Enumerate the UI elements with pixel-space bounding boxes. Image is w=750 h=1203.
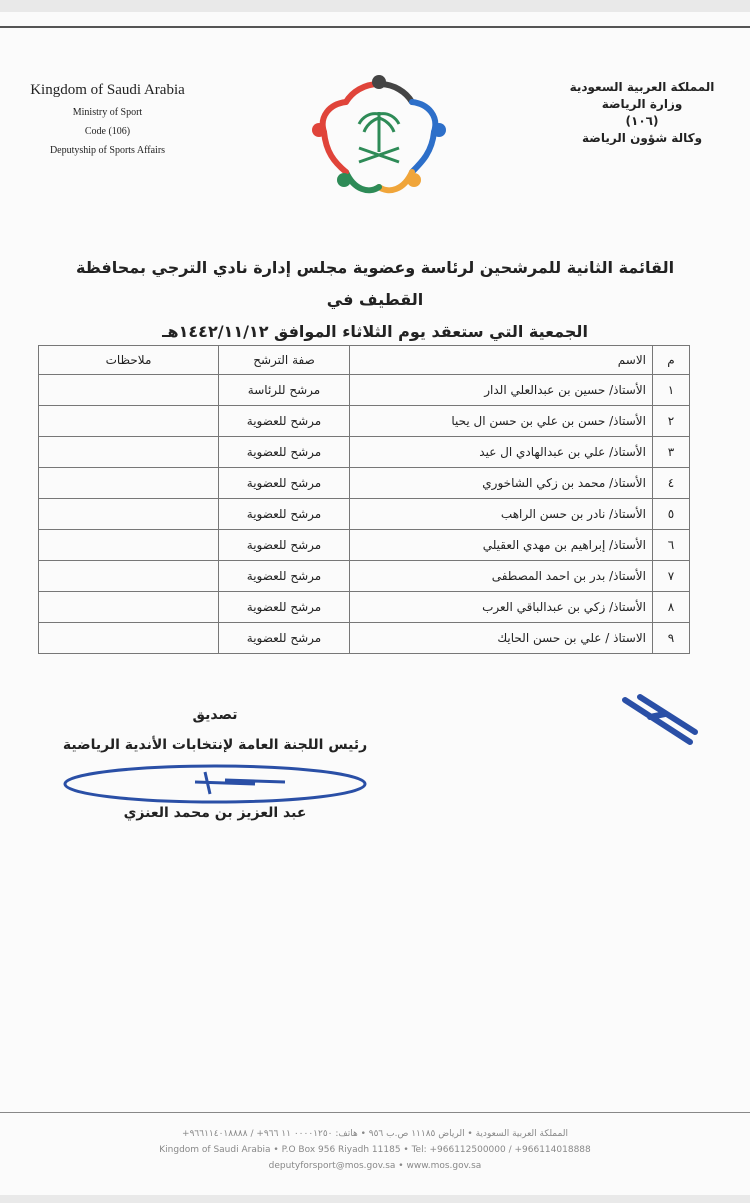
arabic-letterhead	[542, 80, 742, 148]
en-header-line-2: Ministry of Sport	[72, 107, 143, 118]
row-notes	[39, 530, 219, 561]
table-row	[39, 561, 690, 592]
table-row	[39, 592, 690, 623]
ar-header-line-2: وزارة الرياضة	[601, 97, 683, 111]
row-name: الأستاذ/ علي بن عبدالهادي ال عيد	[350, 437, 653, 468]
row-name: الأستاذ/ حسين بن عبدالعلي الدار	[350, 375, 653, 406]
en-header-line-1: Kingdom of Saudi Arabia	[30, 82, 185, 98]
ministry-logo	[304, 62, 454, 212]
table-row	[39, 406, 690, 437]
row-type: مرشح للرئاسة	[219, 375, 350, 406]
candidates-table	[38, 345, 690, 654]
document-title	[60, 252, 690, 348]
footer-english: Kingdom of Saudi Arabia • P.O Box 956 Riyadh 11185 • Tel: +966112500000 / +966114018888	[159, 1145, 591, 1155]
row-num: ٨	[653, 592, 690, 623]
table-row	[39, 437, 690, 468]
row-notes	[39, 592, 219, 623]
english-letterhead	[10, 82, 205, 164]
row-num: ٢	[653, 406, 690, 437]
row-type: مرشح للعضوية	[219, 406, 350, 437]
approval-name: عبد العزيز بن محمد العنزي	[123, 805, 307, 821]
footer	[100, 1126, 650, 1174]
row-num: ٩	[653, 623, 690, 654]
row-type: مرشح للعضوية	[219, 499, 350, 530]
row-num: ٣	[653, 437, 690, 468]
row-name: الأستاذ/ نادر بن حسن الراهب	[350, 499, 653, 530]
ar-header-line-3: (١٠٦)	[625, 114, 659, 128]
row-type: مرشح للعضوية	[219, 592, 350, 623]
row-notes	[39, 499, 219, 530]
table-row	[39, 530, 690, 561]
en-header-line-4: Deputyship of Sports Affairs	[49, 145, 166, 156]
row-type: مرشح للعضوية	[219, 468, 350, 499]
table-row	[39, 499, 690, 530]
row-num: ١	[653, 375, 690, 406]
title-line-2: الجمعية التي ستعقد يوم الثلاثاء الموافق ١٤٤٢/١١/١٢هـ	[162, 322, 588, 341]
row-name: الأستاذ/ بدر بن احمد المصطفى	[350, 561, 653, 592]
row-name: الأستاذ/ زكي بن عبدالباقي العرب	[350, 592, 653, 623]
row-notes	[39, 406, 219, 437]
row-name: الأستاذ/ حسن بن علي بن حسن ال يحيا	[350, 406, 653, 437]
table-row	[39, 468, 690, 499]
row-notes	[39, 437, 219, 468]
row-num: ٧	[653, 561, 690, 592]
row-notes	[39, 468, 219, 499]
header-name: الاسم	[350, 346, 653, 375]
row-num: ٦	[653, 530, 690, 561]
approval-heading: تصديق	[192, 707, 238, 723]
en-header-line-3: Code (106)	[84, 126, 131, 137]
document-page	[0, 12, 750, 1195]
signature	[55, 752, 375, 822]
header-num: م	[653, 346, 690, 375]
row-num: ٥	[653, 499, 690, 530]
row-num: ٤	[653, 468, 690, 499]
ar-header-line-4: وكالة شؤون الرياضة	[581, 131, 703, 145]
row-name: الاستاذ / علي بن حسن الحايك	[350, 623, 653, 654]
row-type: مرشح للعضوية	[219, 623, 350, 654]
row-type: مرشح للعضوية	[219, 561, 350, 592]
row-name: الأستاذ/ محمد بن زكي الشاخوري	[350, 468, 653, 499]
ar-header-line-1: المملكة العربية السعودية	[569, 80, 715, 94]
row-type: مرشح للعضوية	[219, 437, 350, 468]
row-notes	[39, 561, 219, 592]
row-type: مرشح للعضوية	[219, 530, 350, 561]
table-header-row	[39, 346, 690, 375]
header-type: صفة الترشح	[219, 346, 350, 375]
handwritten-mark	[620, 692, 700, 752]
header-notes: ملاحظات	[39, 346, 219, 375]
title-line-1: القائمة الثانية للمرشحين لرئاسة وعضوية مجلس إدارة نادي الترجي بمحافظة القطيف في	[75, 258, 675, 309]
row-notes	[39, 375, 219, 406]
approval-role: رئيس اللجنة العامة لإنتخابات الأندية الرياضية	[62, 737, 368, 753]
row-name: الأستاذ/ إبراهيم بن مهدي العقيلي	[350, 530, 653, 561]
footer-divider	[0, 1112, 750, 1113]
footer-arabic: المملكة العربية السعودية • الرياض ١١١٨٥ ص.ب ٩٥٦ • هاتف: ٠٠٠٠١٢٥٠ ١١ ٩٦٦+ / ٩٦٦١١٤٠١٨٨٨٨+	[182, 1129, 568, 1139]
table-row	[39, 623, 690, 654]
row-notes	[39, 623, 219, 654]
footer-web: deputyforsport@mos.gov.sa • www.mos.gov.sa	[268, 1161, 482, 1171]
table-row	[39, 375, 690, 406]
top-border	[0, 26, 750, 28]
